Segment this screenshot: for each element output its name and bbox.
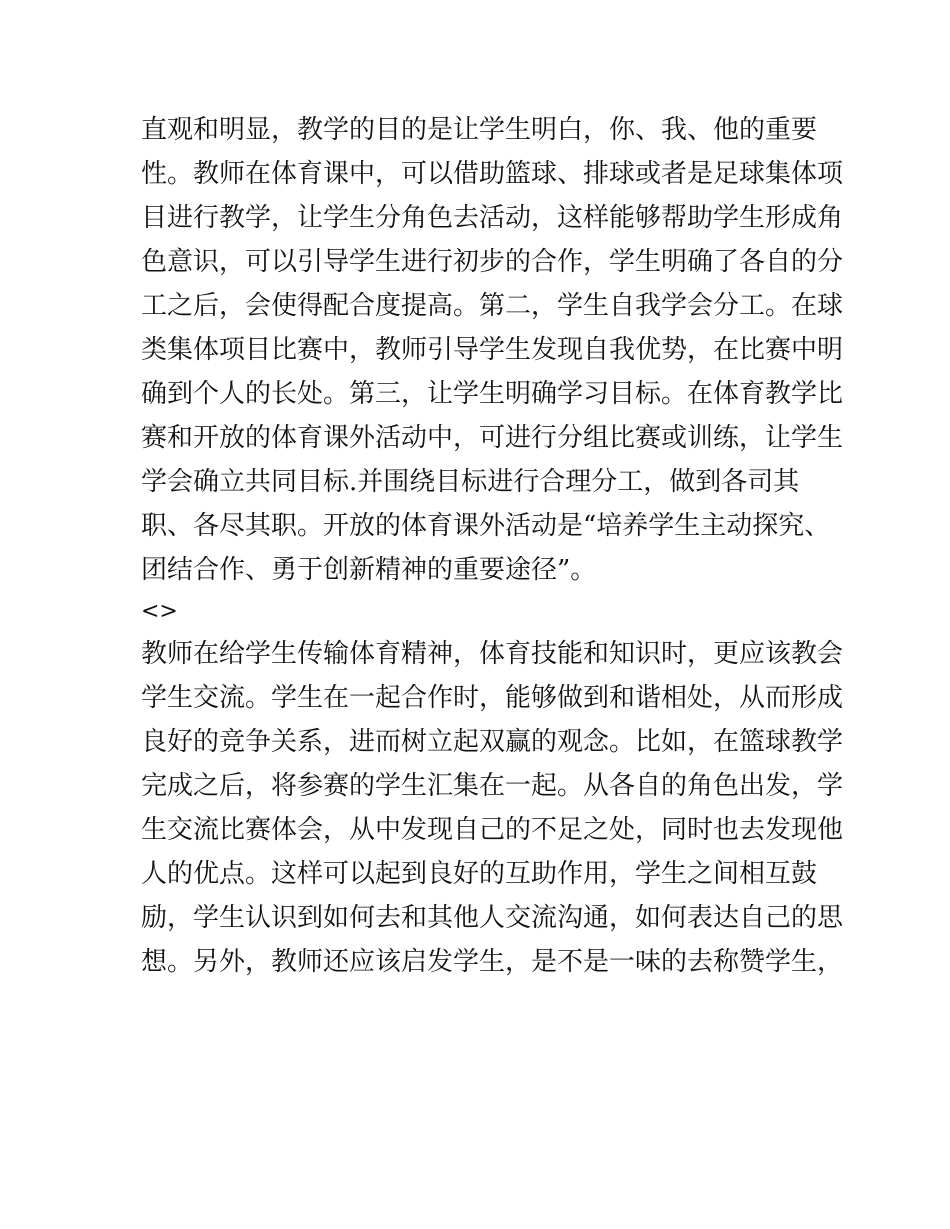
text-line: 团结合作、勇于创新精神的重要途径”。 [141, 555, 597, 585]
text-line: 性。教师在体育课中，可以借助篮球、排球或者是足球集体项 [141, 159, 844, 189]
text-line: 励，学生认识到如何去和其他人交流沟通，如何表达自己的思 [141, 903, 844, 933]
paragraph-2 [141, 632, 844, 984]
text-line: 学生交流。学生在一起合作时，能够做到和谐相处，从而形成 [141, 683, 844, 713]
text-line: 学会确立共同目标.并围绕目标进行合理分工，做到各司其 [141, 467, 800, 497]
paragraph-1 [141, 108, 844, 592]
text-line: 职、各尽其职。开放的体育课外活动是“培养学生主动探究、 [141, 511, 831, 541]
text-line: 工之后，会使得配合度提高。第二，学生自我学会分工。在球 [141, 291, 844, 321]
text-line: 确到个人的长处。第三，让学生明确学习目标。在体育教学比 [141, 379, 844, 409]
text-line: 良好的竞争关系，进而树立起双赢的观念。比如，在篮球教学 [141, 727, 844, 757]
text-line: 直观和明显，教学的目的是让学生明白，你、我、他的重要 [141, 115, 818, 145]
text-line: 教师在给学生传输体育精神，体育技能和知识时，更应该教会 [141, 639, 844, 669]
section-separator: <> [141, 599, 178, 624]
text-line: 完成之后，将参赛的学生汇集在一起。从各自的角色出发，学 [141, 771, 844, 801]
text-line: 生交流比赛体会，从中发现自己的不足之处，同时也去发现他 [141, 815, 844, 845]
text-line: 想。另外，教师还应该启发学生，是不是一味的去称赞学生， [141, 947, 844, 977]
text-line: 目进行教学，让学生分角色去活动，这样能够帮助学生形成角 [141, 203, 844, 233]
body-text [141, 108, 844, 984]
text-line: 色意识，可以引导学生进行初步的合作，学生明确了各自的分 [141, 247, 844, 277]
text-line: 类集体项目比赛中，教师引导学生发现自我优势，在比赛中明 [141, 335, 844, 365]
text-line: 赛和开放的体育课外活动中，可进行分组比赛或训练，让学生 [141, 423, 844, 453]
text-line: 人的优点。这样可以起到良好的互助作用，学生之间相互鼓 [141, 859, 818, 889]
